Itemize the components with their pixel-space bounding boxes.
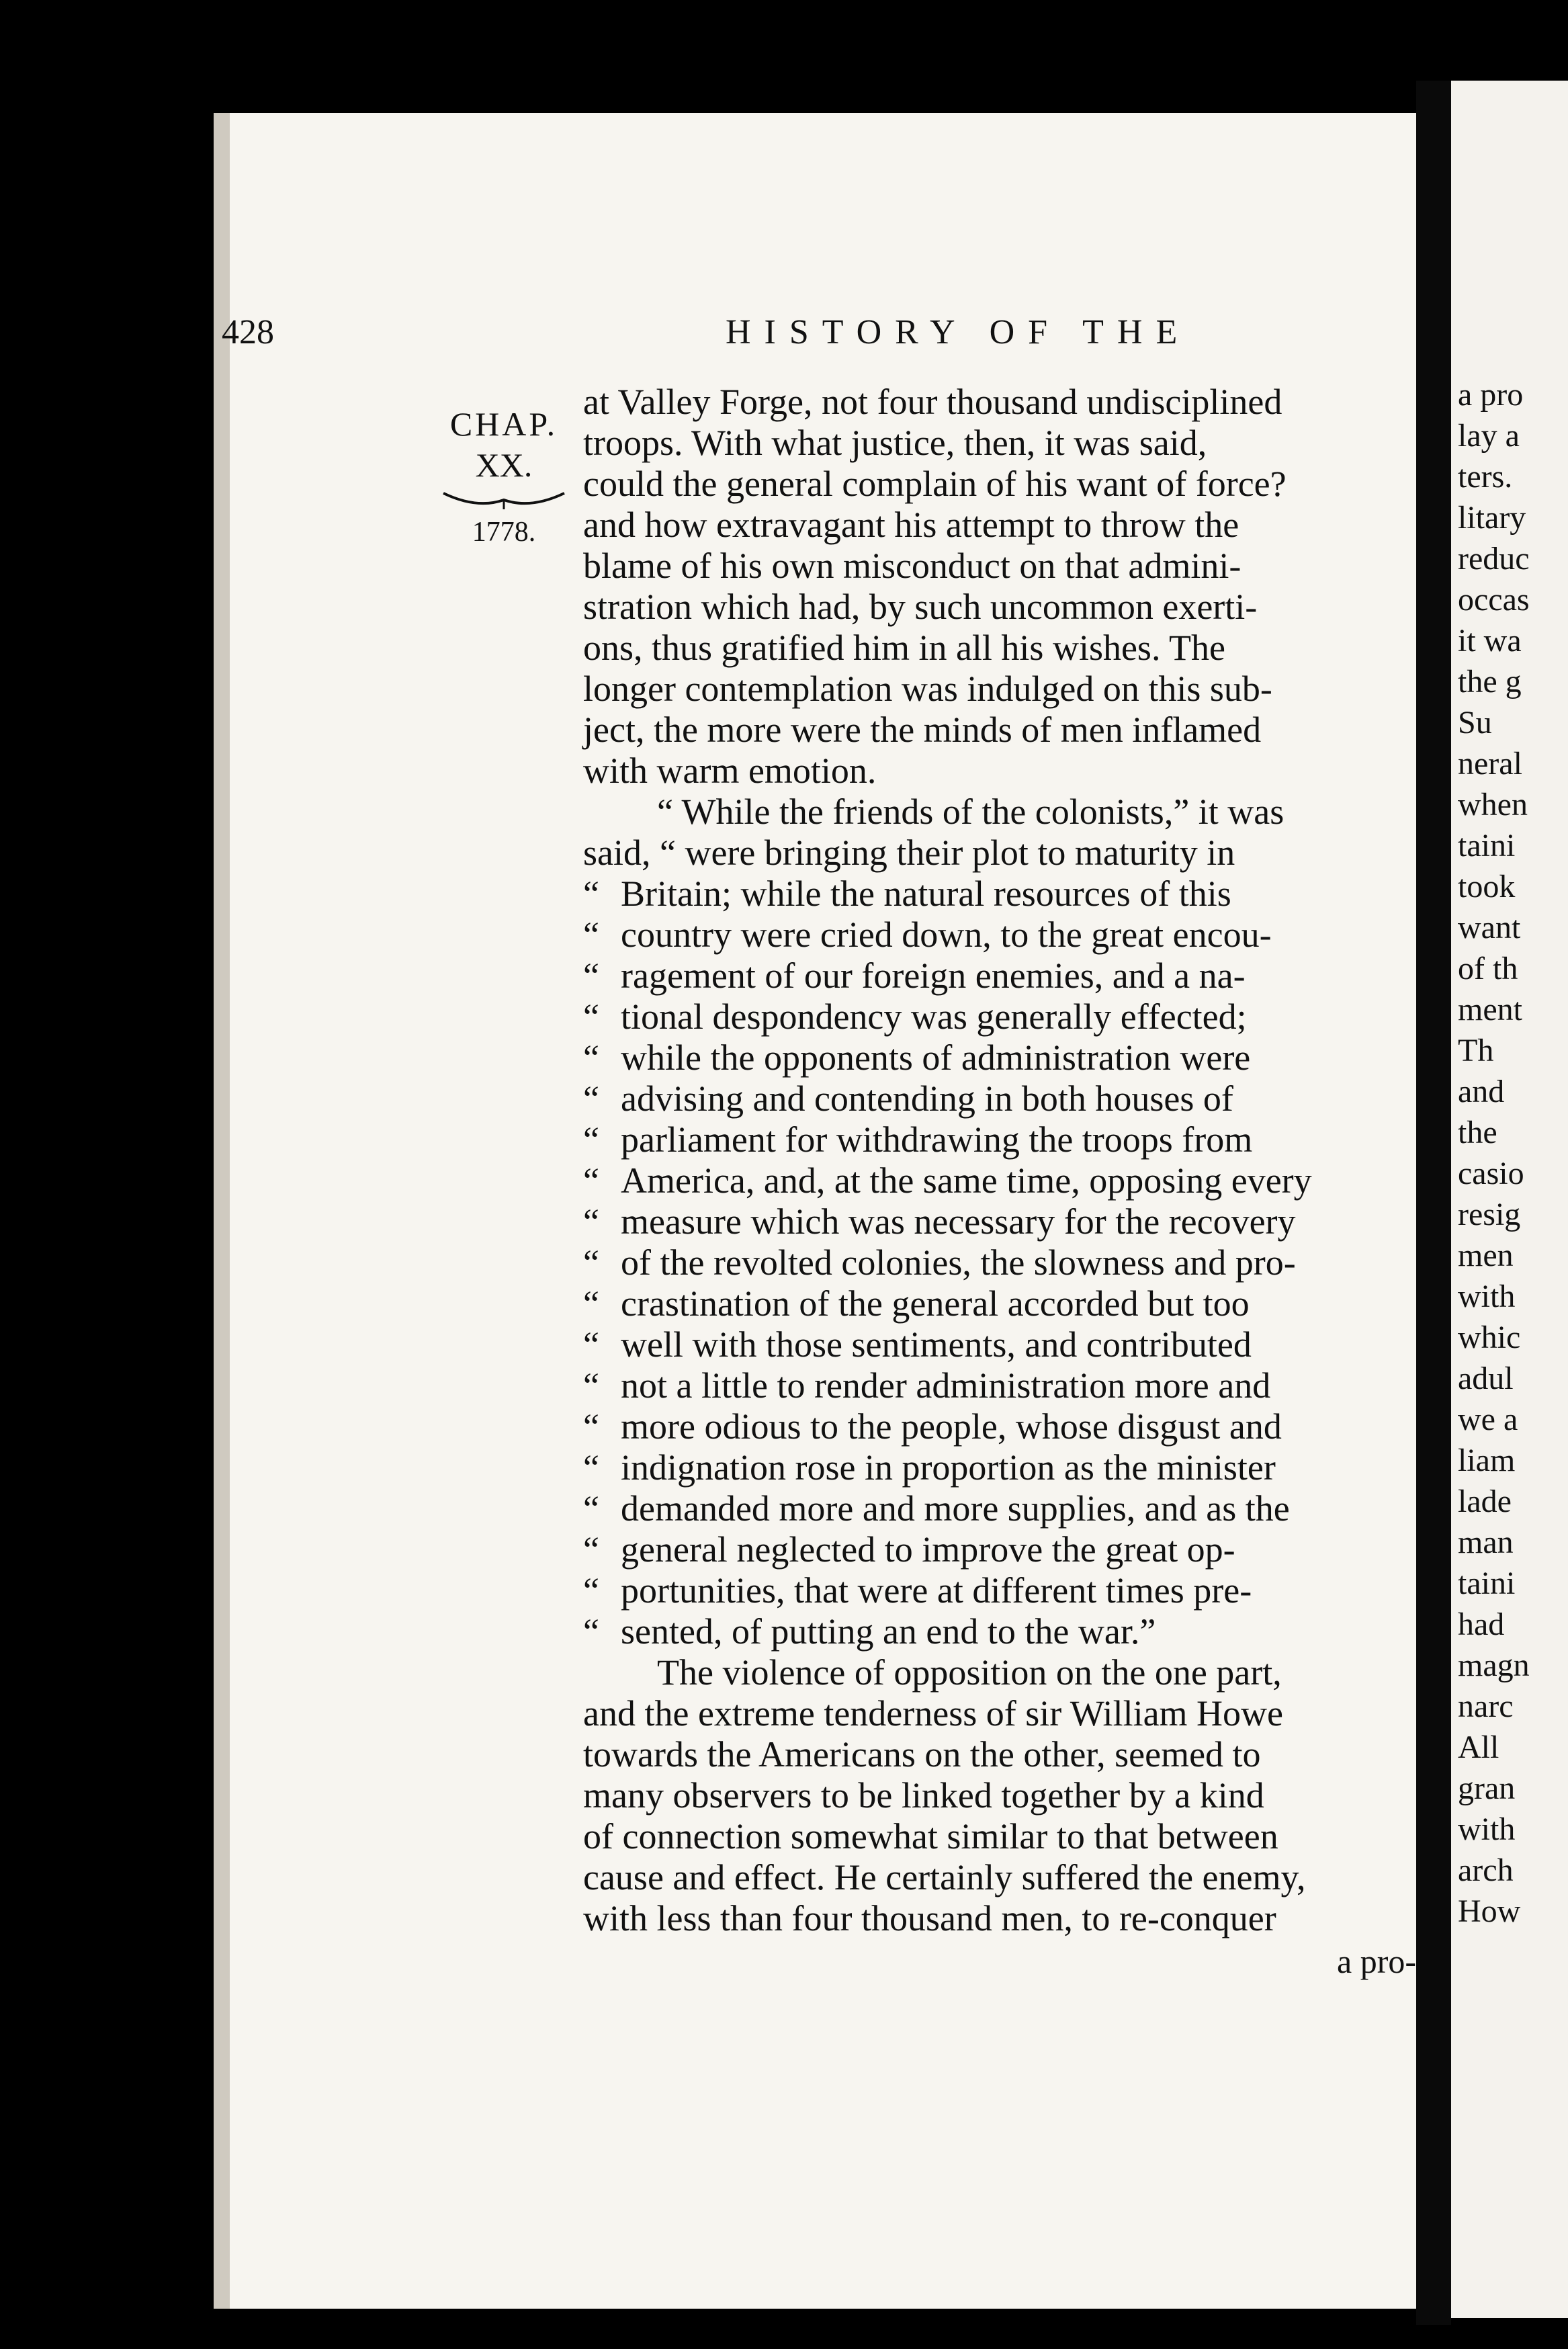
- text-line: [583, 1324, 1411, 1365]
- text-line: [583, 832, 1411, 873]
- quote-mark: “: [583, 1078, 599, 1119]
- quote-mark: “: [583, 1488, 599, 1529]
- line-text: well with those sentiments, and contributed: [621, 1324, 1252, 1365]
- text-line: [583, 1160, 1411, 1201]
- text-line: [583, 1447, 1411, 1488]
- facing-page-line: reduc: [1458, 541, 1530, 576]
- text-line: [583, 1611, 1411, 1652]
- line-text: more odious to the people, whose disgust and: [621, 1406, 1282, 1447]
- text-line: [583, 1857, 1411, 1898]
- quote-mark: “: [583, 1406, 599, 1447]
- text-line: [583, 382, 1411, 423]
- facing-page-line: the g: [1458, 664, 1522, 699]
- facing-page-line: it wa: [1458, 623, 1522, 658]
- line-text: stration which had, by such uncommon exerti-: [583, 587, 1258, 627]
- margin-note: [430, 403, 578, 552]
- chapter-label: CHAP.: [449, 405, 558, 443]
- line-text: indignation rose in proportion as the minister: [621, 1447, 1276, 1488]
- facing-page-line: taini: [1458, 828, 1516, 863]
- quote-mark: “: [583, 1283, 599, 1324]
- text-line: [583, 505, 1411, 546]
- facing-page-line: and: [1458, 1074, 1505, 1109]
- facing-page-line: litary: [1458, 500, 1526, 536]
- body-text: [583, 382, 1411, 1939]
- line-text: tional despondency was generally effected;: [621, 996, 1247, 1037]
- quote-mark: “: [583, 1119, 599, 1160]
- facing-page-line: magn: [1458, 1648, 1530, 1683]
- text-line: [583, 1078, 1411, 1119]
- text-line: [583, 464, 1411, 505]
- facing-page-line: ters.: [1458, 459, 1513, 495]
- facing-page-line: All: [1458, 1729, 1499, 1765]
- facing-page-line: arch: [1458, 1852, 1514, 1888]
- facing-page-line: narc: [1458, 1689, 1514, 1724]
- quote-mark: “: [583, 1529, 599, 1570]
- text-line: [583, 710, 1411, 751]
- line-text: and how extravagant his attempt to throw the: [583, 505, 1239, 545]
- line-text: said, “ were bringing their plot to maturity in: [583, 832, 1235, 873]
- line-text: The violence of opposition on the one part,: [657, 1652, 1282, 1693]
- facing-page-line: neral: [1458, 746, 1522, 781]
- book-gutter: [1416, 81, 1451, 2325]
- facing-page-line: taini: [1458, 1566, 1516, 1601]
- page-number: 428: [222, 313, 274, 351]
- quote-mark: “: [583, 1037, 599, 1078]
- text-line: [583, 1283, 1411, 1324]
- line-text: measure which was necessary for the recovery: [621, 1201, 1296, 1242]
- text-line: [583, 1693, 1411, 1734]
- facing-page-line: of th: [1458, 951, 1518, 986]
- text-line: [583, 423, 1411, 464]
- quote-mark: “: [583, 1570, 599, 1611]
- text-line: [583, 996, 1411, 1037]
- line-text: and the extreme tenderness of sir William Howe: [583, 1693, 1284, 1734]
- facing-page-line: with: [1458, 1811, 1516, 1847]
- line-text: portunities, that were at different times pre-: [621, 1570, 1252, 1611]
- text-line: [583, 546, 1411, 587]
- line-text: many observers to be linked together by a kind: [583, 1775, 1264, 1816]
- text-line: [583, 1898, 1411, 1939]
- line-text: Britain; while the natural resources of this: [621, 873, 1231, 914]
- facing-page-line: man: [1458, 1525, 1514, 1560]
- facing-page-line: took: [1458, 869, 1516, 904]
- line-text: parliament for withdrawing the troops from: [621, 1119, 1253, 1160]
- facing-page-line: had: [1458, 1607, 1505, 1642]
- year-note: 1778.: [472, 517, 536, 548]
- line-text: “ While the friends of the colonists,” it was: [657, 792, 1284, 832]
- quote-mark: “: [583, 1324, 599, 1365]
- line-text: ragement of our foreign enemies, and a na-: [621, 955, 1246, 996]
- text-line: [583, 1488, 1411, 1529]
- facing-page-line: when: [1458, 787, 1528, 822]
- text-line: [583, 1652, 1411, 1693]
- line-text: could the general complain of his want of force?: [583, 464, 1287, 504]
- facing-page-line: How: [1458, 1893, 1521, 1929]
- line-text: country were cried down, to the great encou-: [621, 914, 1272, 955]
- facing-page-line: Th: [1458, 1033, 1494, 1068]
- line-text: of the revolted colonies, the slowness and pro-: [621, 1242, 1296, 1283]
- text-line: [583, 1775, 1411, 1816]
- line-text: ject, the more were the minds of men inflamed: [583, 710, 1262, 750]
- facing-page-line: ment: [1458, 992, 1522, 1027]
- facing-page-line: gran: [1458, 1770, 1516, 1806]
- flourish-ornament: [430, 485, 578, 512]
- text-line: [583, 914, 1411, 955]
- text-line: [583, 955, 1411, 996]
- quote-mark: “: [583, 1201, 599, 1242]
- facing-page-line: we a: [1458, 1402, 1518, 1437]
- line-text: America, and, at the same time, opposing every: [621, 1160, 1312, 1201]
- text-line: [583, 669, 1411, 710]
- text-line: [583, 587, 1411, 628]
- facing-page-line: resig: [1458, 1197, 1521, 1232]
- text-line: [583, 1816, 1411, 1857]
- line-text: while the opponents of administration were: [621, 1037, 1251, 1078]
- text-line: [583, 1529, 1411, 1570]
- catchword-text: a pro-: [1337, 1942, 1416, 1980]
- running-head: HISTORY OF THE: [726, 313, 1191, 351]
- facing-page-line: men: [1458, 1238, 1514, 1273]
- line-text: ons, thus gratified him in all his wishes. The: [583, 628, 1225, 668]
- text-line: [583, 1406, 1411, 1447]
- line-text: with warm emotion.: [583, 751, 877, 791]
- quote-mark: “: [583, 1242, 599, 1283]
- facing-page-line: adul: [1458, 1361, 1514, 1396]
- text-line: [583, 873, 1411, 914]
- text-line: [583, 751, 1411, 792]
- text-line: [583, 628, 1411, 669]
- facing-page-line: lade: [1458, 1484, 1512, 1519]
- facing-page-line: a pro: [1458, 377, 1524, 413]
- quote-mark: “: [583, 1611, 599, 1652]
- line-text: advising and contending in both houses of: [621, 1078, 1233, 1119]
- quote-mark: “: [583, 1160, 599, 1201]
- chapter-number: XX.: [475, 446, 533, 484]
- text-line: [583, 1119, 1411, 1160]
- quote-mark: “: [583, 873, 599, 914]
- line-text: towards the Americans on the other, seemed to: [583, 1734, 1261, 1775]
- facing-page-line: with: [1458, 1279, 1516, 1314]
- quote-mark: “: [583, 914, 599, 955]
- text-line: [583, 1037, 1411, 1078]
- line-text: at Valley Forge, not four thousand undisciplined: [583, 382, 1282, 422]
- line-text: cause and effect. He certainly suffered the enemy,: [583, 1857, 1306, 1897]
- line-text: not a little to render administration more and: [621, 1365, 1271, 1406]
- text-line: [583, 1201, 1411, 1242]
- quote-mark: “: [583, 1447, 599, 1488]
- line-text: sented, of putting an end to the war.”: [621, 1611, 1156, 1652]
- line-text: longer contemplation was indulged on this sub-: [583, 669, 1272, 709]
- text-line: [583, 792, 1411, 832]
- quote-mark: “: [583, 1365, 599, 1406]
- facing-page-line: occas: [1458, 582, 1530, 617]
- line-text: blame of his own misconduct on that admini-: [583, 546, 1242, 586]
- facing-page-line: want: [1458, 910, 1521, 945]
- text-line: [583, 1365, 1411, 1406]
- quote-mark: “: [583, 996, 599, 1037]
- facing-page-line: whic: [1458, 1320, 1521, 1355]
- facing-page-line: the: [1458, 1115, 1497, 1150]
- quote-mark: “: [583, 955, 599, 996]
- facing-page-line: lay a: [1458, 418, 1520, 454]
- line-text: troops. With what justice, then, it was said,: [583, 423, 1207, 463]
- facing-page-line: liam: [1458, 1443, 1516, 1478]
- page-header: [0, 312, 1568, 366]
- text-line: [583, 1734, 1411, 1775]
- facing-page-line: casio: [1458, 1156, 1524, 1191]
- line-text: of connection somewhat similar to that between: [583, 1816, 1278, 1856]
- line-text: demanded more and more supplies, and as the: [621, 1488, 1290, 1529]
- line-text: general neglected to improve the great op-: [621, 1529, 1235, 1570]
- line-text: with less than four thousand men, to re-conquer: [583, 1898, 1276, 1938]
- text-line: [583, 1570, 1411, 1611]
- facing-page-line: Su: [1458, 705, 1492, 740]
- line-text: crastination of the general accorded but too: [621, 1283, 1250, 1324]
- text-line: [583, 1242, 1411, 1283]
